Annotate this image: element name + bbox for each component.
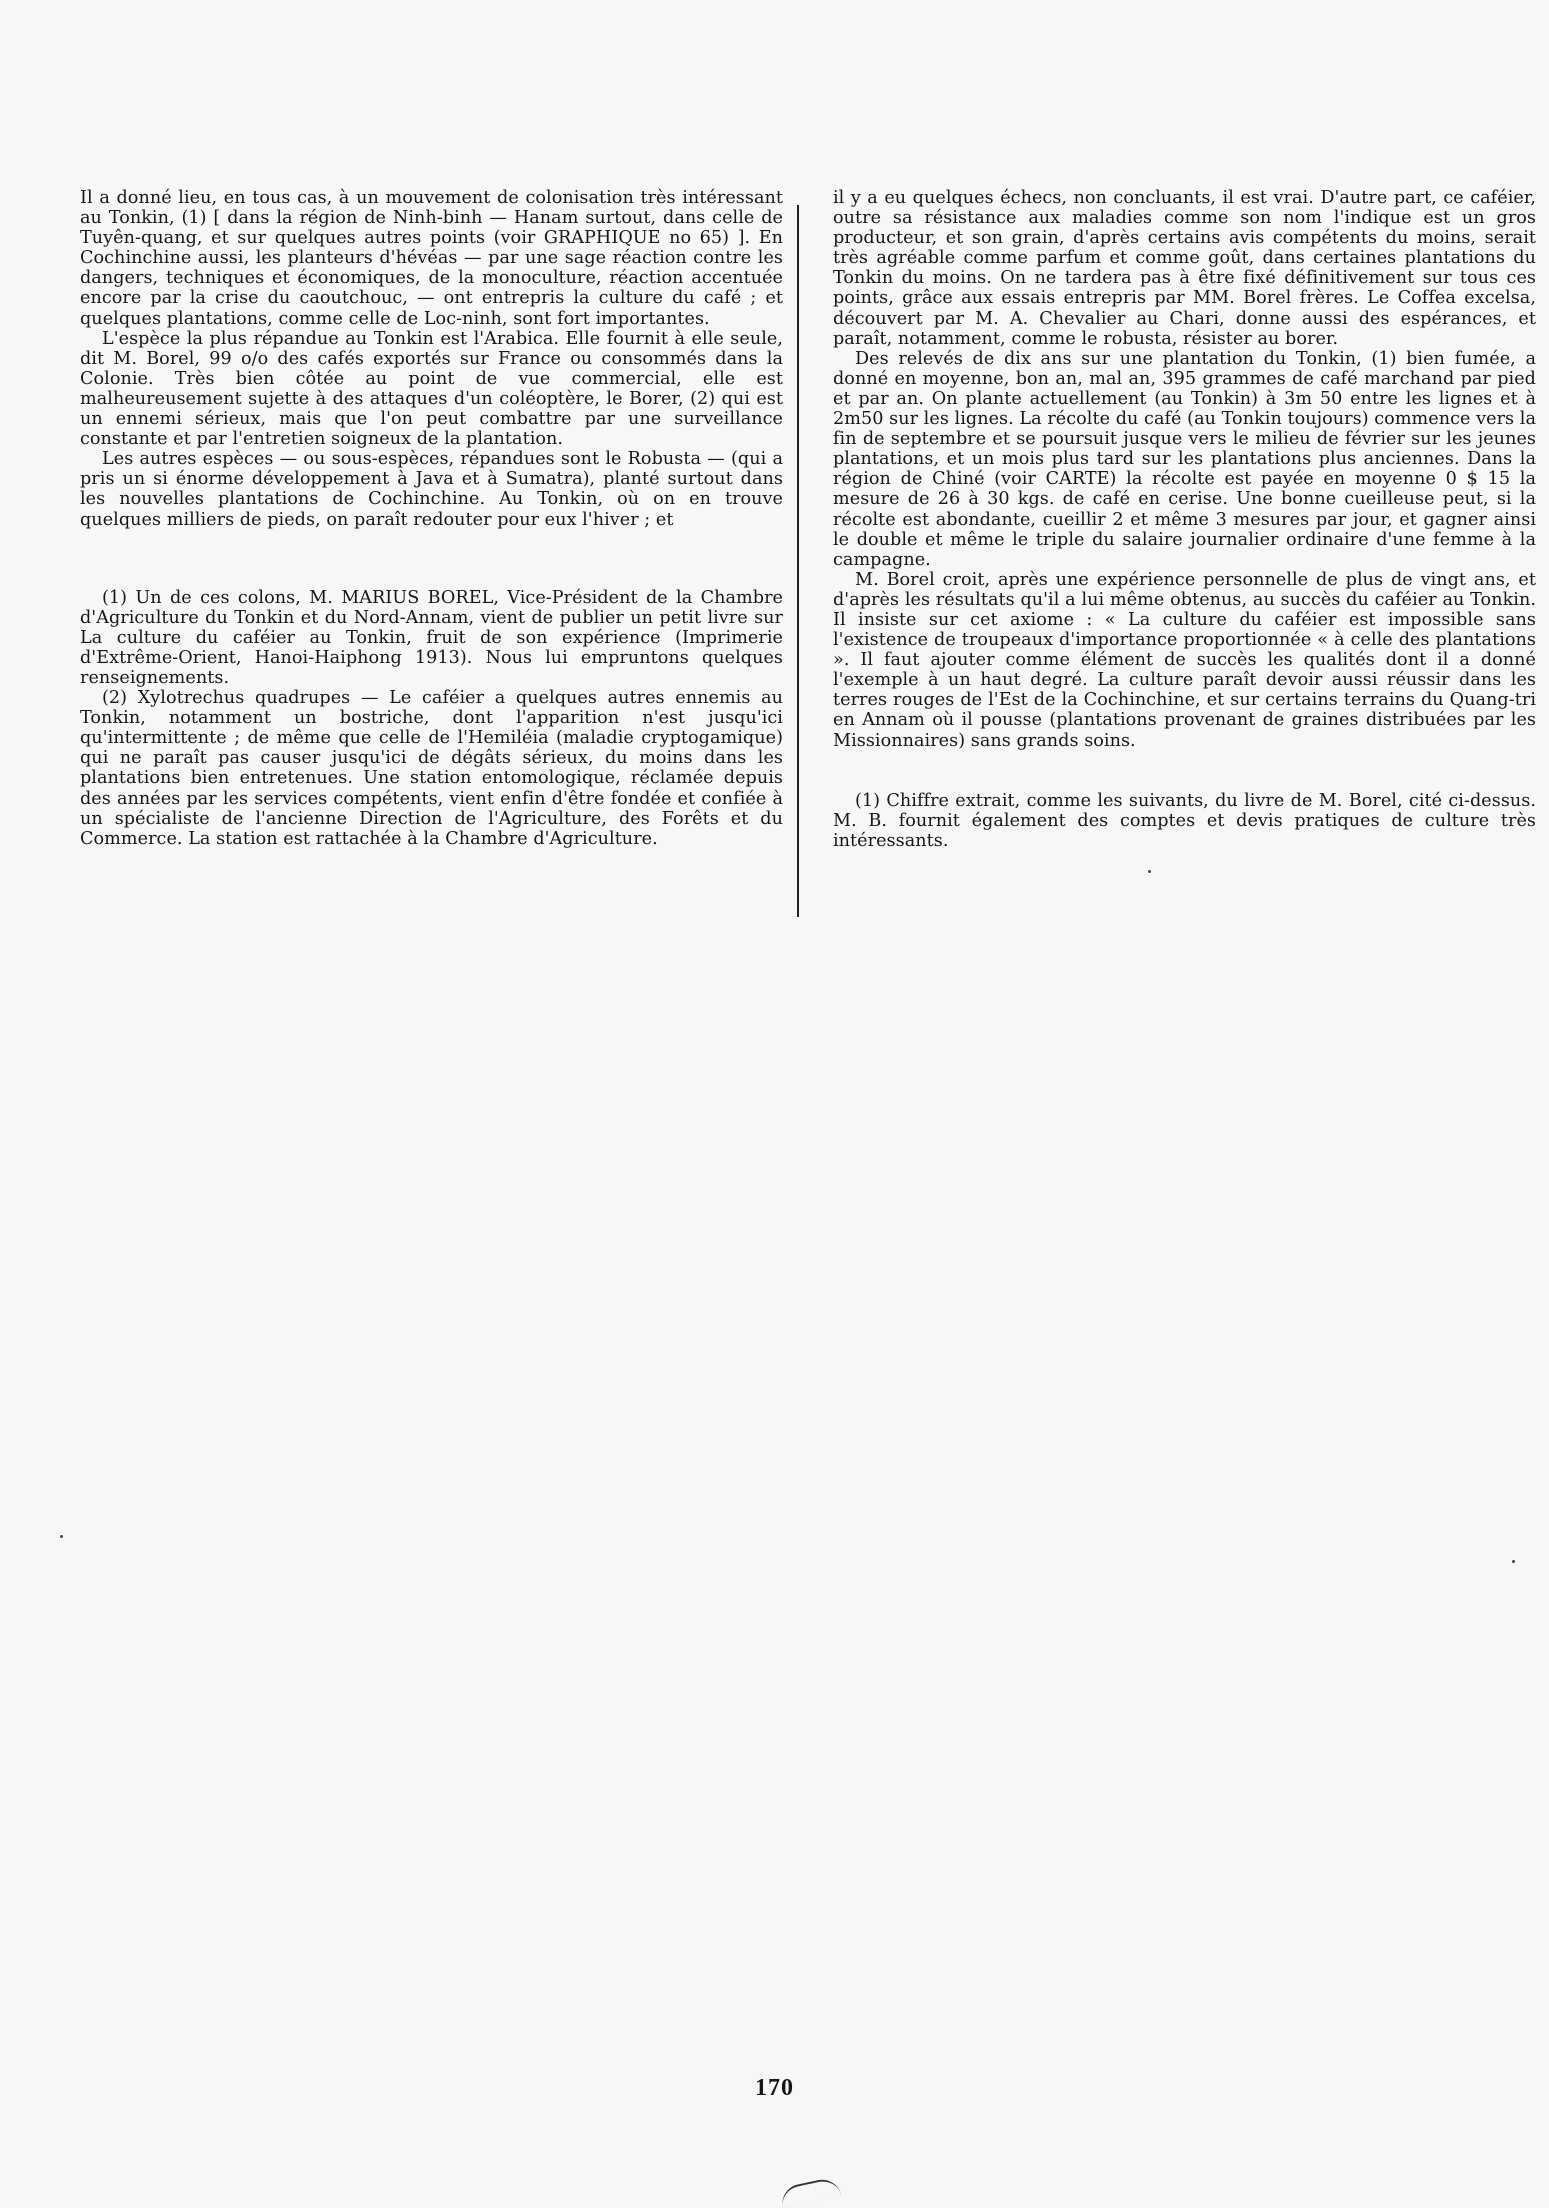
footnote: (2) Xylotrechus quadrupes — Le caféier a quelques autres ennemis au Tonkin, notamment un bostriche, dont l'apparition n'est jusqu'ici qu'intermittente ; de même que celle de l'Hemiléia (maladie cryptogamique) qui ne paraît pas causer jusqu'ici de dégâts sérieux, du moins dans les plantations bien entretenues. Une station entomologique, réclamée depuis des années par les services compétents, vient enfin d'être fondée et confiée à un spécialiste de l'ancienne Direction de l'Agriculture, des Forêts et du Commerce. La station est rattachée à la Chambre d'Agriculture. [80,688,783,849]
scan-speck [1512,1560,1515,1563]
body-paragraph: M. Borel croit, après une expérience personnelle de plus de vingt ans, et d'après les résultats qu'il a lui même obtenus, au succès du caféier au Tonkin. Il insiste sur cet axiome : « La culture du caféier est impossible sans l'existence de troupeaux d'importance proportionnée « à celle des plantations ». Il faut ajouter comme élément de succès les qualités dont il a donné l'exemple à un haut degré. La culture paraît devoir aussi réussir dans les terres rouges de l'Est de la Cochinchine, et sur certains terrains du Quang-tri en Annam où il pousse (plantations provenant de graines distribuées par les Missionnaires) sans grands soins. [833,569,1536,751]
footnote-separator [833,751,1536,791]
left-column [80,188,783,849]
page-edge-mark [779,2176,842,2208]
footnote: (1) Un de ces colons, M. MARIUS BOREL, Vice-Président de la Chambre d'Agriculture du Tonkin et du Nord-Annam, vient de publier un petit livre sur La culture du caféier au Tonkin, fruit de son expérience (Imprimerie d'Extrême-Orient, Hanoi-Haiphong 1913). Nous lui empruntons quelques renseignements. [80,587,783,688]
body-paragraph: Il a donné lieu, en tous cas, à un mouvement de colonisation très intéressant au Tonkin, (1) [ dans la région de Ninh-binh — Hanam surtout, dans celle de Tuyên-quang, et sur quelques autres points (voir GRAPHIQUE no 65) ]. En Cochinchine aussi, les planteurs d'hévéas — par une sage réaction contre les dangers, techniques et économiques, de la monoculture, réaction accentuée encore par la crise du caoutchouc, — ont entrepris la culture du café ; et quelques plantations, comme celle de Loc-ninh, sont fort importantes. [80,188,783,329]
column-divider [797,205,799,917]
body-paragraph: Les autres espèces — ou sous-espèces, répandues sont le Robusta — (qui a pris un si énorme développement à Java et à Sumatra), planté surtout dans les nouvelles plantations de Cochinchine. Au Tonkin, où on en trouve quelques milliers de pieds, on paraît redouter pour eux l'hiver ; et [80,449,783,530]
scan-speck [60,1535,63,1538]
footnote-separator [80,530,783,588]
body-paragraph: il y a eu quelques échecs, non concluants, il est vrai. D'autre part, ce caféier, outre sa résistance aux maladies comme son nom l'indique est un gros producteur, et son grain, d'après certains avis compétents du moins, serait très agréable comme parfum et comme goût, dans certaines plantations du Tonkin du moins. On ne tardera pas à être fixé définitivement sur tous ces points, grâce aux essais entrepris par MM. Borel frères. Le Coffea excelsa, découvert par M. A. Chevalier au Chari, donne aussi des espérances, et paraît, notamment, comme le robusta, résister au borer. [833,188,1536,349]
right-column [833,188,1536,851]
footnote: (1) Chiffre extrait, comme les suivants, du livre de M. Borel, cité ci-dessus. M. B. fournit également des comptes et devis pratiques de culture très intéressants. [833,790,1536,851]
scan-speck [1148,870,1151,873]
page-number: 170 [755,2075,794,2101]
body-paragraph: Des relevés de dix ans sur une plantation du Tonkin, (1) bien fumée, a donné en moyenne, bon an, mal an, 395 grammes de café marchand par pied et par an. On plante actuellement (au Tonkin) à 3m 50 entre les lignes et à 2m50 sur les lignes. La récolte du café (au Tonkin toujours) commence vers la fin de septembre et se poursuit jusque vers le milieu de février sur les jeunes plantations, et un mois plus tard sur les plantations plus anciennes. Dans la région de Chiné (voir CARTE) la récolte est payée en moyenne 0 $ 15 la mesure de 26 à 30 kgs. de café en cerise. Une bonne cueilleuse peut, si la récolte est abondante, cueillir 2 et même 3 mesures par jour, et gagner ainsi le double et même le triple du salaire journalier ordinaire d'une femme à la campagne. [833,348,1536,570]
body-paragraph: L'espèce la plus répandue au Tonkin est l'Arabica. Elle fournit à elle seule, dit M. Borel, 99 o/o des cafés exportés sur France ou consommés dans la Colonie. Très bien côtée au point de vue commercial, elle est malheureusement sujette à des attaques d'un coléoptère, le Borer, (2) qui est un ennemi sérieux, mais que l'on peut combattre par une surveillance constante et par l'entretien soigneux de la plantation. [80,328,783,450]
